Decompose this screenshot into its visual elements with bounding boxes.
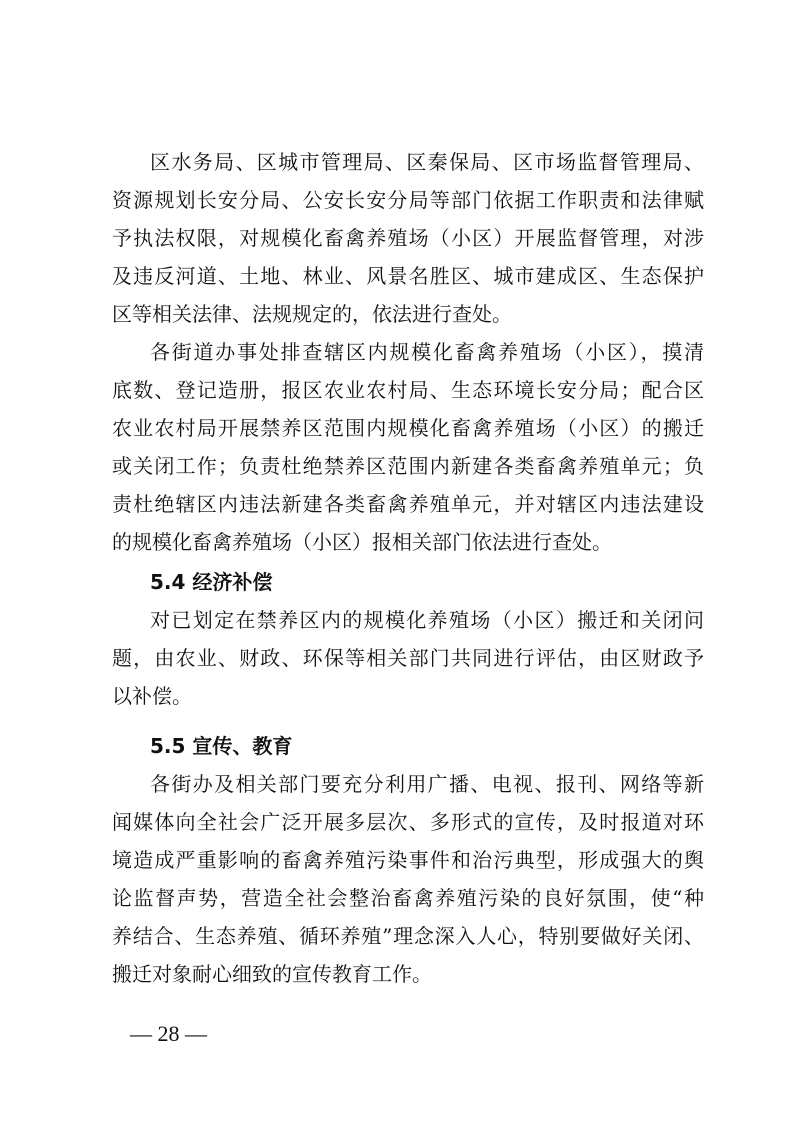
body-text-line: 底数、登记造册，报区农业农村局、生态环境长安分局；配合区: [112, 378, 704, 402]
body-text-line: 区水务局、区城市管理局、区秦保局、区市场监督管理局、: [150, 150, 704, 174]
body-text-line: 题，由农业、财政、环保等相关部门共同进行评估，由区财政予: [112, 646, 704, 670]
body-text-line: 的规模化畜禽养殖场（小区）报相关部门依法进行查处。: [112, 530, 612, 554]
body-text-line: 境造成严重影响的畜禽养殖污染事件和治污典型，形成强大的舆: [112, 848, 704, 872]
body-text-line: 农业农村局开展禁养区范围内规模化畜禽养殖场（小区）的搬迁: [112, 416, 704, 440]
body-text-line: 责杜绝辖区内违法新建各类畜禽养殖单元，并对辖区内违法建设: [112, 492, 704, 516]
body-text-line: 论监督声势，营造全社会整治畜禽养殖污染的良好氛围，使“种: [112, 886, 704, 910]
body-text-line: 闻媒体向全社会广泛开展多层次、多形式的宣传，及时报道对环: [112, 810, 704, 834]
body-text-line: 资源规划长安分局、公安长安分局等部门依据工作职责和法律赋: [112, 188, 704, 212]
body-text-line: 予执法权限，对规模化畜禽养殖场（小区）开展监督管理，对涉: [112, 226, 704, 250]
body-text-line: 搬迁对象耐心细致的宣传教育工作。: [112, 962, 432, 986]
body-text-line: 及违反河道、土地、林业、风景名胜区、城市建成区、生态保护: [112, 264, 704, 288]
section-heading: 5.4 经济补偿: [150, 570, 273, 594]
body-text-line: 对已划定在禁养区内的规模化养殖场（小区）搬迁和关闭问: [150, 608, 704, 632]
body-text-line: 以补偿。: [112, 684, 192, 708]
section-heading: 5.5 宣传、教育: [150, 734, 293, 758]
page-number: — 28 —: [130, 1021, 207, 1046]
body-text-line: 各街办及相关部门要充分利用广播、电视、报刊、网络等新: [150, 772, 704, 796]
body-text-line: 各街道办事处排查辖区内规模化畜禽养殖场（小区），摸清: [150, 340, 704, 364]
body-text-line: 区等相关法律、法规规定的，依法进行查处。: [112, 302, 512, 326]
body-text-line: 养结合、生态养殖、循环养殖”理念深入人心，特别要做好关闭、: [112, 924, 704, 948]
body-text-line: 或关闭工作；负责杜绝禁养区范围内新建各类畜禽养殖单元；负: [112, 454, 704, 478]
